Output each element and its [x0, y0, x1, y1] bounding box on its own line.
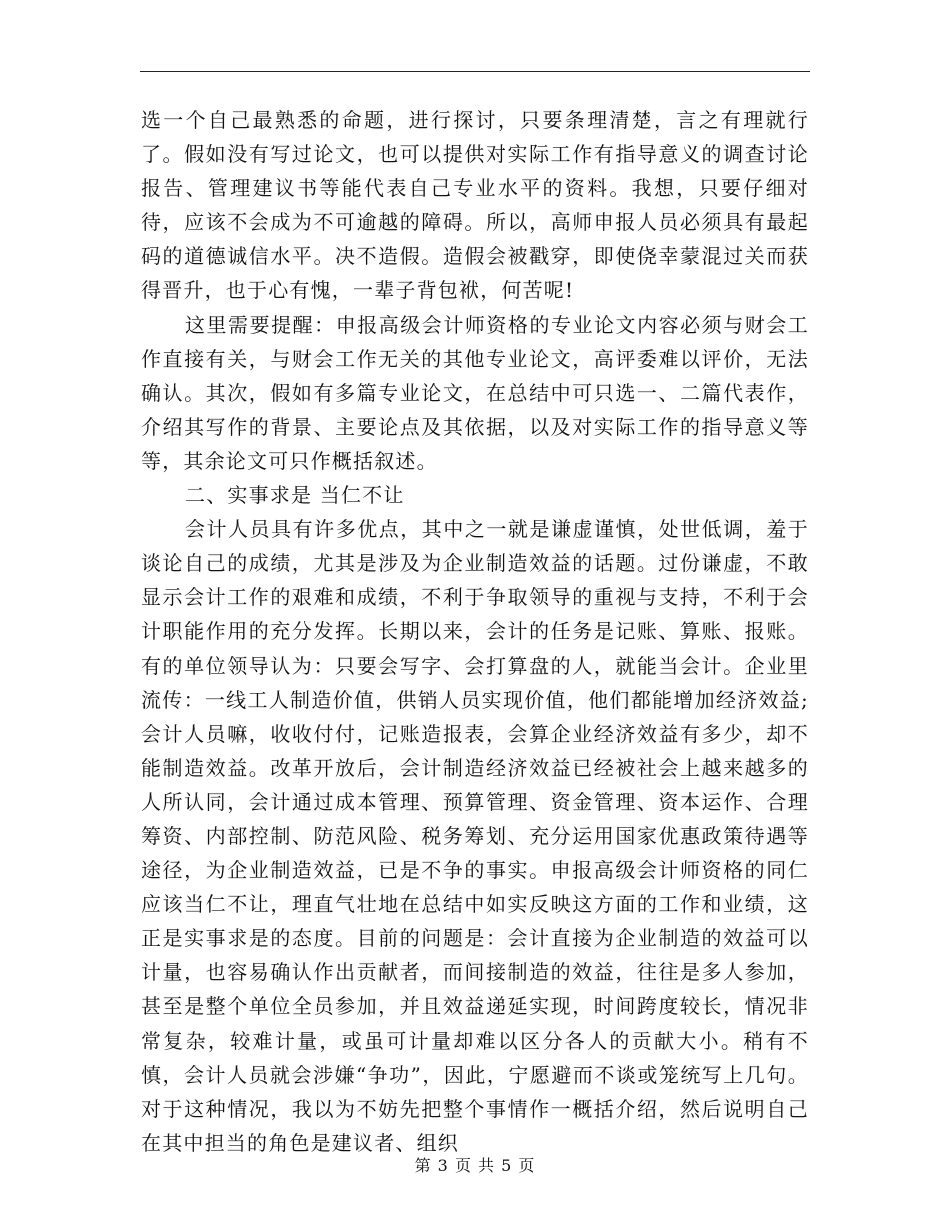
- paragraph-main: 会计人员具有许多优点，其中之一就是谦虚谨慎，处世低调，羞于谈论自己的成绩，尤其是涉及为企业制造效益的话题。过份谦虚，不敢显示会计工作的艰难和成绩，不利于争取领导的重视与支持，不利于会计职能作用的充分发挥。长期以来，会计的任务是记账、算账、报账。有的单位领导认为：只要会写字、会打算盘的人，就能当会计。企业里流传：一线工人制造价值，供销人员实现价值，他们都能增加经济效益;会计人员嘛，收收付付，记账造报表，会算企业经济效益有多少，却不能制造效益。改革开放后，会计制造经济效益已经被社会上越来越多的人所认同，会计通过成本管理、预算管理、资金管理、资本运作、合理筹资、内部控制、防范风险、税务筹划、充分运用国家优惠政策待遇等途径，为企业制造效益，已是不争的事实。申报高级会计师资格的同仁应该当仁不让，理直气壮地在总结中如实反映这方面的工作和业绩，这正是实事求是的态度。目前的问题是：会计直接为企业制造的效益可以计量，也容易确认作出贡献者，而间接制造的效益，往往是多人参加，甚至是整个单位全员参加，并且效益递延实现，时间跨度较长，情况非常复杂，较难计量，或虽可计量却难以区分各人的贡献大小。稍有不慎，会计人员就会涉嫌“争功”，因此，宁愿避而不谈或笼统写上几句。对于这种情况，我以为不妨先把整个事情作一概括介绍，然后说明自己在其中担当的角色是建议者、组织: [141, 517, 809, 1155]
- body-text: [141, 103, 809, 1160]
- paragraph-continuation: 选一个自己最熟悉的命题，进行探讨，只要条理清楚，言之有理就行了。假如没有写过论文，也可以提供对实际工作有指导意义的调查讨论报告、管理建议书等能代表自己专业水平的资料。我想，只要仔细对待，应该不会成为不可逾越的障碍。所以，高师申报人员必须具有最起码的道德诚信水平。决不造假。造假会被戳穿，即使侥幸蒙混过关而获得晋升，也于心有愧，一辈子背包袱，何苦呢!: [141, 108, 809, 303]
- section-heading: 二、实事求是 当仁不让: [185, 483, 405, 508]
- footer-prefix: 第: [414, 1156, 432, 1175]
- footer-suffix: 页: [518, 1156, 536, 1175]
- footer-current-page: 3: [437, 1156, 449, 1175]
- paragraph-reminder: 这里需要提醒：申报高级会计师资格的专业论文内容必须与财会工作直接有关，与财会工作无关的其他专业论文，高评委难以评价，无法确认。其次，假如有多篇专业论文，在总结中可只选一、二篇代表作，介绍其写作的背景、主要论点及其依据，以及对实际工作的指导意义等等，其余论文可只作概括叙述。: [141, 312, 809, 473]
- footer-mid: 页 共: [454, 1156, 496, 1175]
- footer-total-pages: 5: [501, 1156, 513, 1175]
- header-rule: [140, 71, 810, 72]
- page-footer: [0, 1153, 950, 1176]
